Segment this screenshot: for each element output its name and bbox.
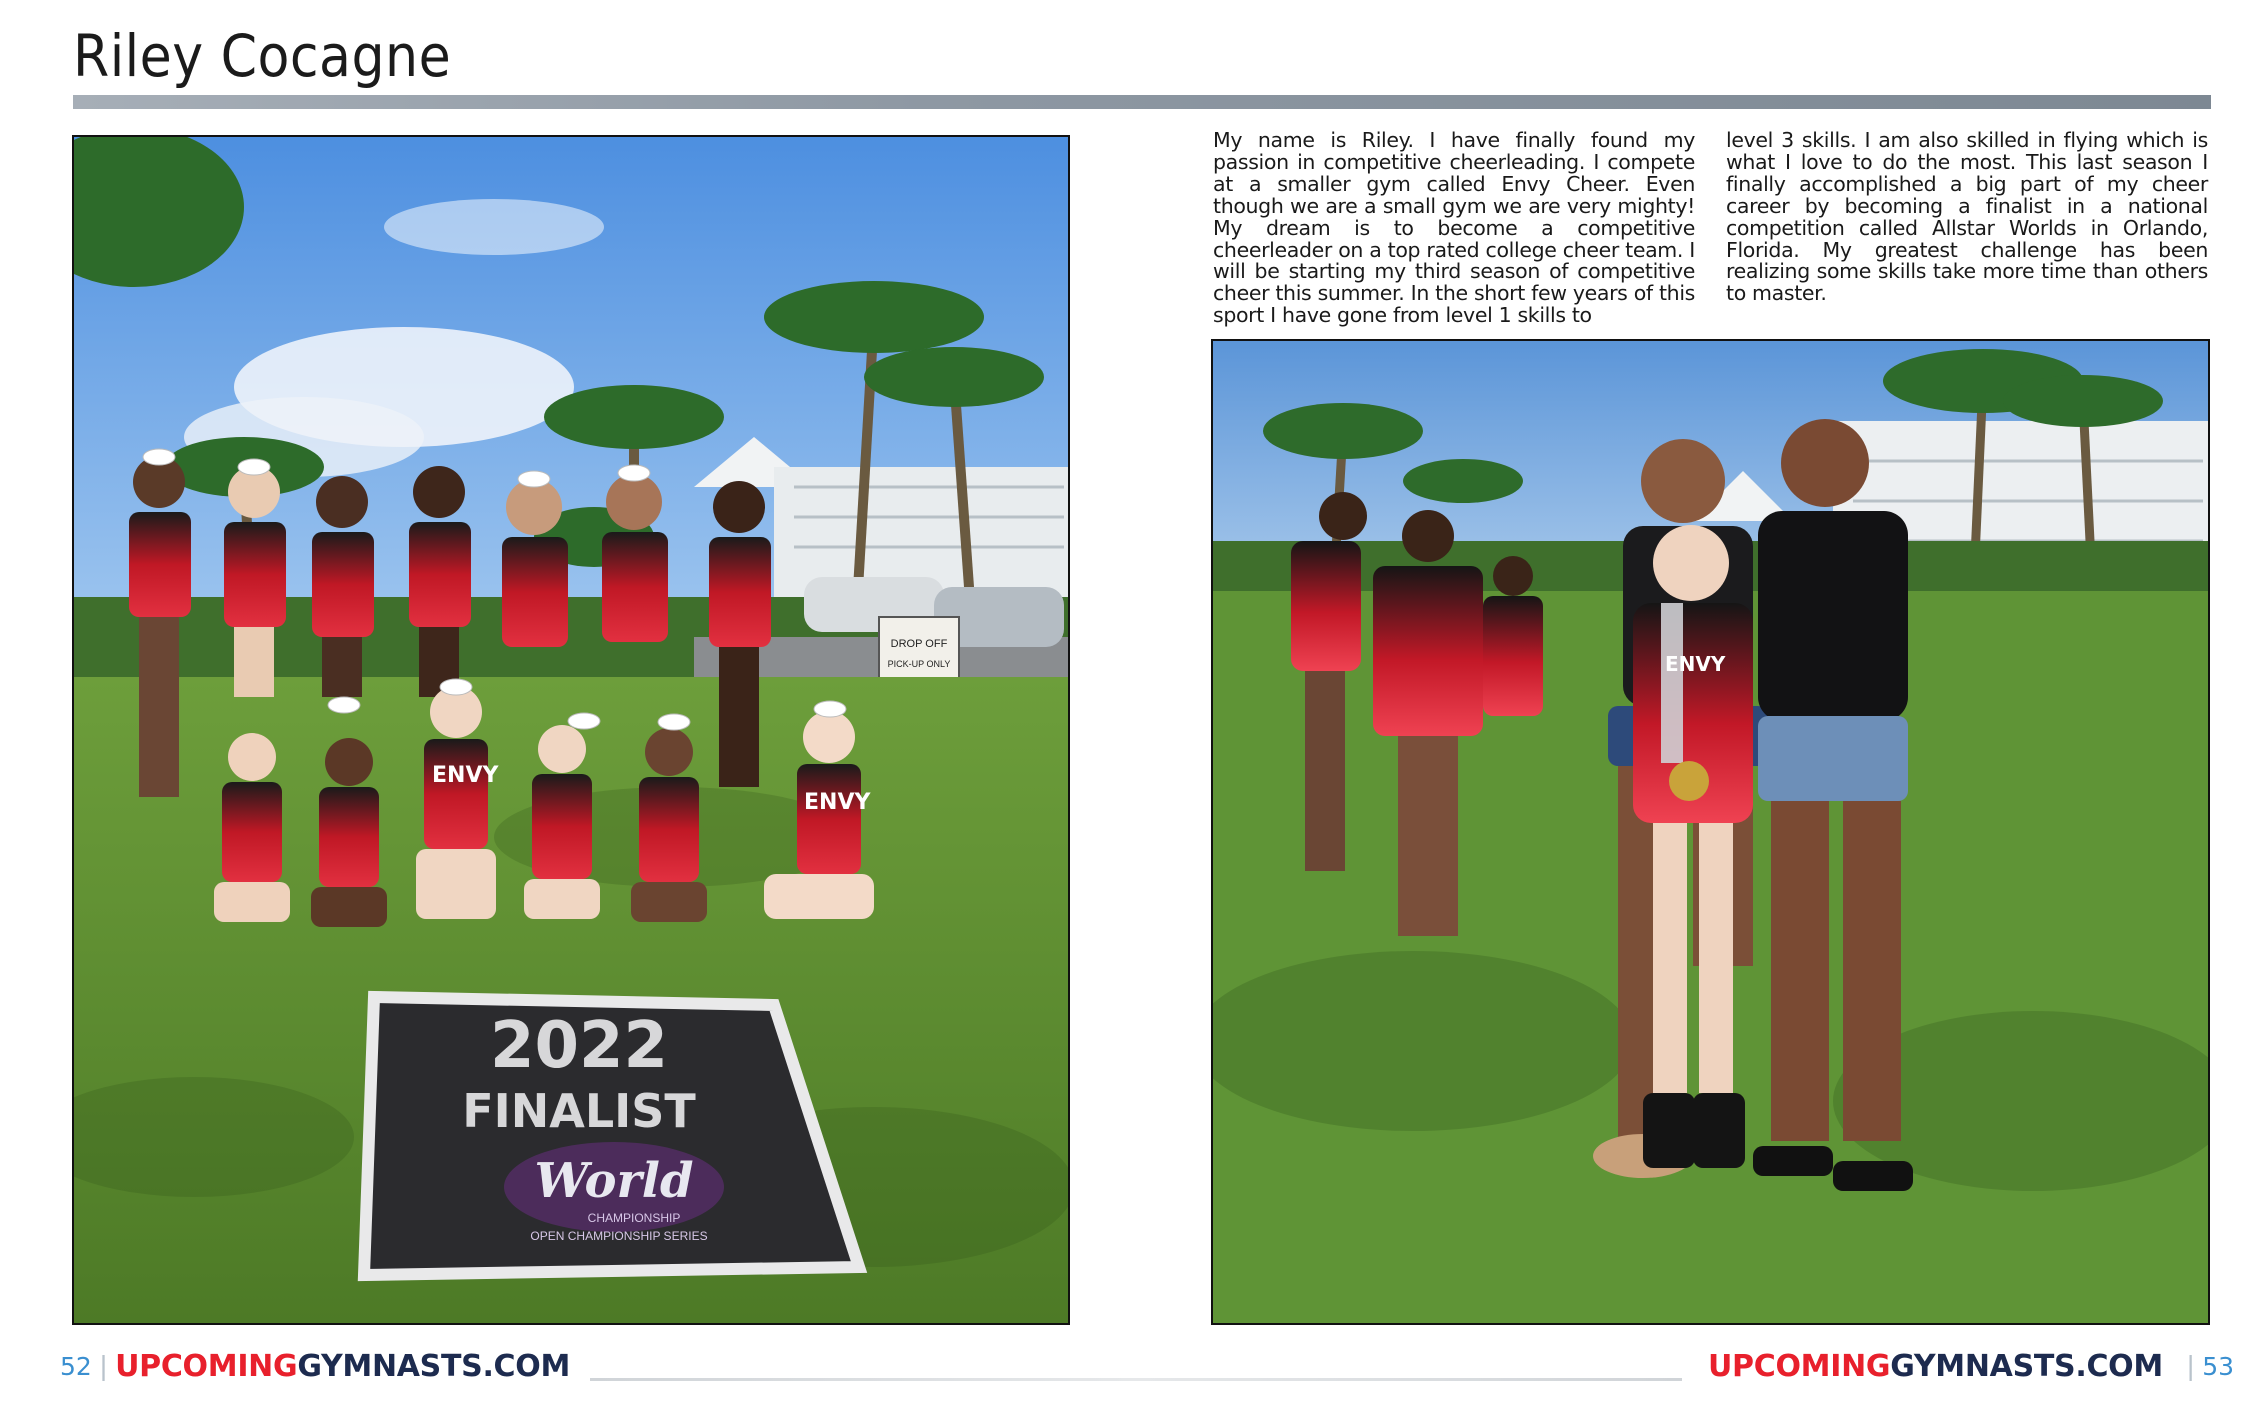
article-column-2: level 3 skills. I am also skilled in flying which is what I love to do the most. This last season I finally accomplished a big part of my cheer career by becoming a finalist in a national competition called Allstar Worlds in Orlando, Florida. My greatest challenge has been realizing some skills take more time than others to master. [1726,128,2208,306]
svg-text:CHAMPIONSHIP: CHAMPIONSHIP [587,1211,681,1225]
footer-separator: | [2186,1350,2195,1381]
brand-part-1: UPCOMING [115,1348,298,1384]
brand-logo-left[interactable] [115,1349,570,1384]
brand-part-2: GYMNASTS.COM [297,1348,571,1384]
svg-text:OPEN CHAMPIONSHIP SERIES: OPEN CHAMPIONSHIP SERIES [530,1229,708,1243]
footer-left [60,1349,570,1383]
page-number-right: 53 [2202,1351,2235,1381]
team-photo [72,135,1070,1325]
svg-text:2022: 2022 [489,1009,669,1083]
article-column-1: My name is Riley. I have finally found my passion in competitive cheerleading. I compete at a smaller gym called Envy Cheer. Even though we are a small gym we are very mighty! My dream is to become a competitive cheerleader on a top rated college cheer team. I will be starting my third season of competitive cheer this summer. In the short few years of this sport I have gone from level 1 skills to [1213,128,1695,328]
brand-part-2: GYMNASTS.COM [1890,1348,2163,1384]
family-photo [1211,339,2210,1325]
footer-rule [590,1378,1682,1381]
svg-text:ENVY: ENVY [804,790,871,815]
brand-part-1: UPCOMING [1708,1348,1891,1384]
title-rule [73,95,2211,109]
svg-text:ENVY: ENVY [432,763,499,788]
svg-text:DROP OFF: DROP OFF [890,638,948,650]
brand-logo-right[interactable] [1708,1349,2163,1384]
page-title: Riley Cocagne [73,22,452,90]
svg-text:World: World [534,1153,694,1209]
family-photo-illustration [1213,341,2208,1323]
footer-right [1708,1349,2234,1383]
finalist-banner [364,997,859,1275]
footer-separator: | [99,1350,108,1381]
team-photo-illustration [74,137,1068,1323]
svg-text:ENVY: ENVY [1665,652,1726,676]
svg-text:PICK-UP ONLY: PICK-UP ONLY [887,659,951,669]
page-number-left: 52 [60,1351,92,1381]
svg-text:FINALIST: FINALIST [462,1084,696,1138]
